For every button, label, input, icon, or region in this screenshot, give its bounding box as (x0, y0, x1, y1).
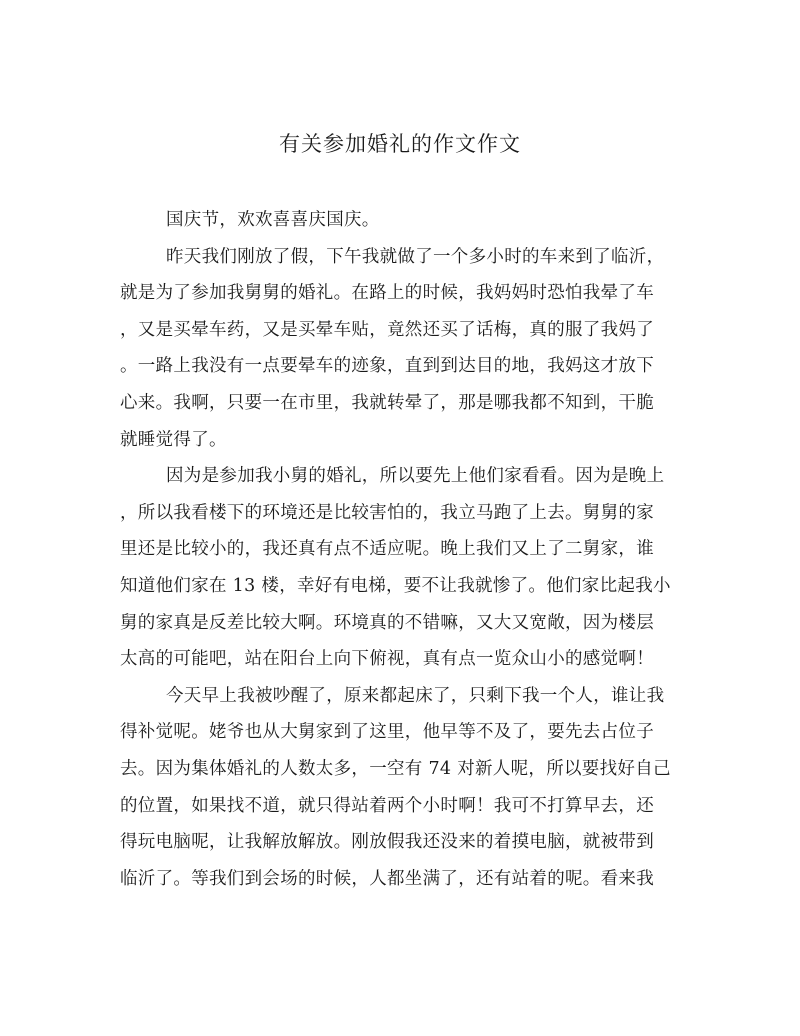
paragraph-line: 里还是比较小的，我还真有点不适应呢。晚上我们又上了二舅家，谁 (120, 539, 654, 560)
paragraph-line: ，所以我看楼下的环境还是比较害怕的，我立马跑了上去。舅舅的家 (120, 502, 654, 523)
paragraph-line: 因为是参加我小舅的婚礼，所以要先上他们家看看。因为是晚上 (166, 466, 665, 487)
paragraph-line: 舅的家真是反差比较大啊。环境真的不错嘛，又大又宽敞，因为楼层 (120, 612, 654, 633)
paragraph-line: 。一路上我没有一点要晕车的迹象，直到到达目的地，我妈这才放下 (120, 356, 654, 377)
paragraph-2 (120, 239, 680, 459)
paragraph-line: 太高的可能吧，站在阳台上向下俯视，真有点一览众山小的感觉啊！ (120, 649, 654, 670)
paragraph-line: 就睡觉得了。 (120, 429, 227, 450)
paragraph-line: 今天早上我被吵醒了，原来都起床了，只剩下我一个人，谁让我 (166, 685, 665, 706)
paragraph-line: 国庆节，欢欢喜喜庆国庆。 (166, 210, 380, 230)
paragraph-line: 知道他们家在 13 楼，幸好有电梯，要不让我就惨了。他们家比起我小 (120, 575, 671, 596)
paragraph-1 (120, 202, 680, 239)
paragraph-line: ，又是买晕车药，又是买晕车贴，竟然还买了话梅，真的服了我妈了 (120, 319, 654, 340)
paragraph-line: 得玩电脑呢，让我解放解放。刚放假我还没来的着摸电脑，就被带到 (120, 832, 654, 853)
paragraph-line: 心来。我啊，只要一在市里，我就转晕了，那是哪我都不知到，干脆 (120, 392, 654, 413)
paragraph-line: 就是为了参加我舅舅的婚礼。在路上的时候，我妈妈时恐怕我晕了车 (120, 283, 654, 304)
paragraph-line: 的位置，如果找不道，就只得站着两个小时啊！我可不打算早去，还 (120, 795, 654, 816)
paragraph-line: 去。因为集体婚礼的人数太多，一空有 74 对新人呢，所以要找好自己 (120, 758, 671, 779)
document-title: 有关参加婚礼的作文作文 (279, 132, 521, 156)
paragraph-line: 昨天我们刚放了假，下午我就做了一个多小时的车来到了临沂， (166, 246, 665, 267)
paragraph-line: 临沂了。等我们到会场的时候，人都坐满了，还有站着的呢。看来我 (120, 868, 654, 889)
document-body (120, 202, 680, 897)
paragraph-4 (120, 678, 680, 898)
paragraph-line: 得补觉呢。姥爷也从大舅家到了这里，他早等不及了，要先去占位子 (120, 722, 654, 743)
paragraph-3 (120, 458, 680, 678)
